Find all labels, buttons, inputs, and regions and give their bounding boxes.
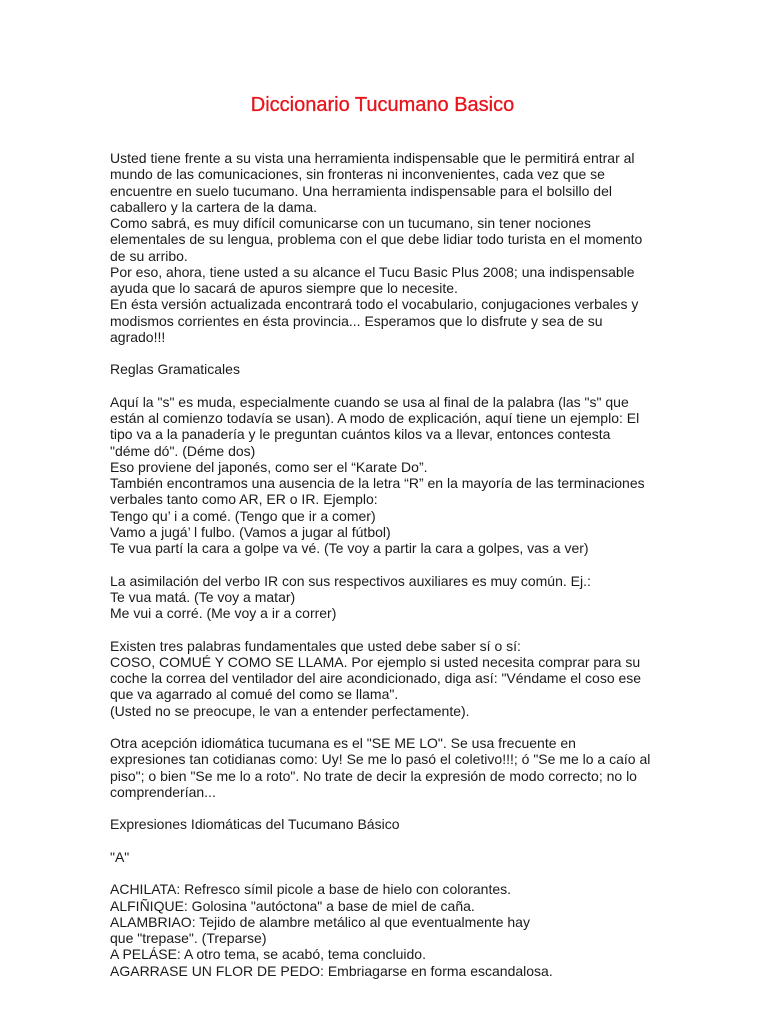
text-line: expresiones tan cotidianas como: Uy! Se me lo pasó el coletivo!!!; ó "Se me lo a caío al [110, 751, 651, 768]
text-line: Como sabrá, es muy difícil comunicarse con un tucumano, sin tener nociones [110, 215, 591, 231]
text-line: que va agarrado al comué del como se llama". [110, 686, 399, 703]
document-title: Diccionario Tucumano Basico [250, 94, 515, 116]
text-line: Otra acepción idiomática tucumana es el "SE ME LO". Se usa frecuente en [110, 735, 576, 751]
text-line: que "trepase". (Treparse) [110, 930, 267, 946]
text-line: agrado!!! [110, 328, 166, 345]
text-line: ALFIÑIQUE: Golosina "autóctona" a base de miel de caña. [110, 897, 475, 914]
text-line: caballero y la cartera de la dama. [110, 198, 317, 215]
text-line: Aquí la "s" es muda, especialmente cuando se usa al final de la palabra (las "s" que [110, 393, 629, 410]
blank-line [110, 556, 670, 572]
text-line: Te vua partí la cara a golpe va vé. (Te voy a partir la cara a golpes, vas a ver) [110, 540, 589, 556]
text-line: de su arribo. [110, 247, 188, 264]
blank-line [110, 865, 670, 881]
text-line: Usted tiene frente a su vista una herramienta indispensable que le permitirá entrar al [110, 150, 635, 166]
document-body [110, 150, 670, 979]
text-line: coche la correa del ventilador del aire acondicionado, diga así: "Véndame el coso ese [110, 670, 642, 686]
text-line: (Usted no se preocupe, le van a entender perfectamente). [110, 702, 470, 719]
blank-line [110, 345, 670, 361]
text-line: elementales de su lengua, problema con el que debe lidiar todo turista en el momento [110, 231, 643, 248]
text-line: comprenderían... [110, 783, 216, 800]
text-line: Reglas Gramaticales [110, 361, 240, 378]
text-line: Tengo qu’ i a comé. (Tengo que ir a comer) [110, 507, 376, 524]
text-line: A PELÁSE: A otro tema, se acabó, tema concluido. [110, 946, 426, 963]
text-line: AGARRASE UN FLOR DE PEDO: Embriagarse en forma escandalosa. [110, 962, 553, 979]
blank-line [110, 719, 670, 735]
text-line: En ésta versión actualizada encontrará todo el vocabulario, conjugaciones verbales y [110, 296, 639, 313]
text-line: piso"; o bien "Se me lo a roto". No trate de decir la expresión de modo correcto; no lo [110, 767, 637, 784]
text-line: ALAMBRIAO: Tejido de alambre metálico al que eventualmente hay [110, 913, 530, 930]
text-line: "A" [110, 848, 130, 865]
text-line: También encontramos una ausencia de la letra “R” en la mayoría de las terminaciones [110, 475, 645, 491]
text-line: Expresiones Idiomáticas del Tucumano Básico [110, 816, 400, 833]
text-line: Vamo a jugá’ l fulbo. (Vamos a jugar al fútbol) [110, 523, 391, 540]
text-line: tipo va a la panadería y le preguntan cuántos kilos va a llevar, entonces contesta [110, 426, 611, 443]
blank-line [110, 833, 670, 849]
text-line: COSO, COMUÉ Y COMO SE LLAMA. Por ejemplo si usted necesita comprar para su [110, 653, 641, 670]
text-line: ACHILATA: Refresco símil picole a base de hielo con colorantes. [110, 881, 512, 898]
blank-line [110, 378, 670, 394]
text-line: están al comienzo todavía se usan). A modo de explicación, aquí tiene un ejemplo: El [110, 410, 640, 426]
text-line: verbales tanto como AR, ER o IR. Ejemplo: [110, 491, 378, 508]
text-line: La asimilación del verbo IR con sus respectivos auxiliares es muy común. Ej.: [110, 572, 591, 589]
text-line: Existen tres palabras fundamentales que usted debe saber sí o sí: [110, 637, 521, 654]
text-line: Por eso, ahora, tiene usted a su alcance el Tucu Basic Plus 2008; una indispensable [110, 263, 635, 280]
text-line: Me vui a corré. (Me voy a ir a correr) [110, 605, 337, 621]
blank-line [110, 800, 670, 816]
text-line: encuentre en suelo tucumano. Una herramienta indispensable para el bolsillo del [110, 182, 612, 199]
text-line: modismos corrientes en ésta provincia... Esperamos que lo disfrute y sea de su [110, 312, 603, 329]
text-line: Te vua matá. (Te voy a matar) [110, 588, 296, 605]
text-line: mundo de las comunicaciones, sin fronteras ni inconvenientes, cada vez que se [110, 166, 605, 183]
text-line: "déme dó". (Déme dos) [110, 442, 256, 459]
blank-line [110, 621, 670, 637]
text-line: Eso proviene del japonés, como ser el “Karate Do”. [110, 458, 428, 475]
text-line: ayuda que lo sacará de apuros siempre que lo necesite. [110, 280, 458, 296]
